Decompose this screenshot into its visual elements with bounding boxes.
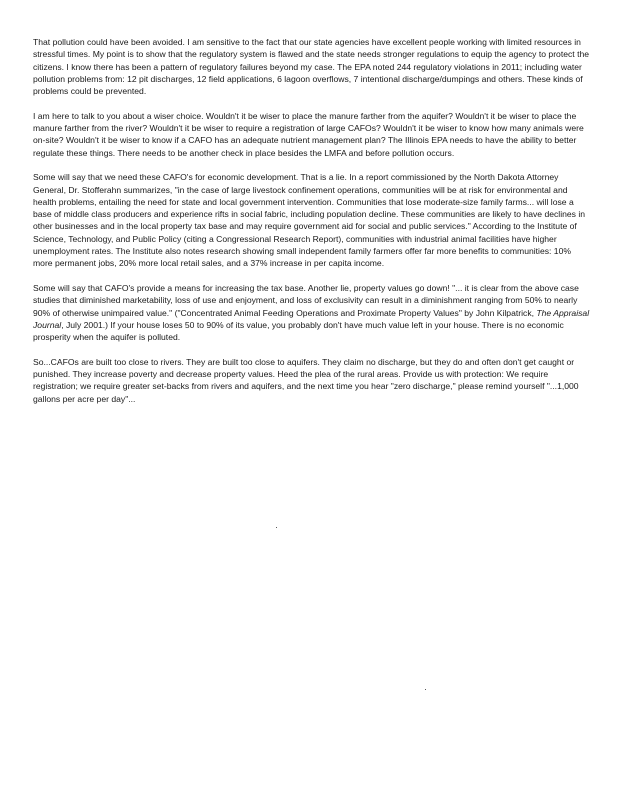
scan-speck bbox=[276, 527, 277, 528]
scan-speck bbox=[425, 689, 426, 690]
paragraph-economic-development: Some will say that we need these CAFO's for economic development. That is a lie. In a report commissioned by the North Dakota Attorney General, Dr. Stofferahn summarizes, "in the case of large livestock confinement operations, communities will be at risk for environmental and health problems, entailing the need for state and local government intervention. Communities that lose moderate-size family farms... will lose a base of middle class producers and experience rifts in social fabric, including population decline. These communities are likely to have declines in other businesses and in the local property tax base and may require government aid for social and public services." According to the Institute of Science, Technology, and Public Policy (citing a Congressional Research Report), communities with industrial animal facilities have higher unemployment rates. The Institute also notes research showing small independent family farmers offer far more benefits to communities: 10% more permanent jobs, 20% more local retail sales, and a 37% increase in per capita income. bbox=[33, 172, 586, 269]
property-values-text-end: , July 2001.) If your house loses 50 to 90% of its value, you probably don't have much value left in your house. There is no economic prosperity when the aquifer is polluted. bbox=[33, 319, 564, 343]
property-values-text-start: Some will say that CAFO's provide a means for increasing the tax base. Another lie, property values go down! "... it is clear from the above case studies that diminished marketability, loss of use and enjoyment, and loss of exclusivity can result in a diminishment ranging from 50% to nearly 90% of otherwise unimpaired value." ("Concentrated Animal Feeding Operations and Proximate Property Values" by John Kilpatrick, bbox=[33, 282, 579, 318]
paragraph-wiser-choice: I am here to talk to you about a wiser choice. Wouldn't it be wiser to place the manure farther from the aquifer? Wouldn't it be wiser to place the manure farther from the river? Wouldn't it be wiser to require a registration of large CAFOs? Wouldn't it be wiser to know how many animals were on-site? Wouldn't it be wiser to know if a CAFO has an adequate nutrient management plan? The Illinois EPA needs to have the ability to better regulate these things. There needs to be another check in place besides the LMFA and before pollution occurs. bbox=[33, 110, 584, 158]
paragraph-property-values bbox=[33, 282, 590, 343]
paragraph-pollution-avoidable: That pollution could have been avoided. I am sensitive to the fact that our state agencies have excellent people working with limited resources in stressful times. My point is to show that the regulatory system is flawed and the state needs stronger regulations to equip the agency to protect the citizens. I know there has been a pattern of regulatory failures beyond my case. The EPA noted 244 regulatory violations in 2011; including water pollution problems from: 12 pit discharges, 12 field applications, 6 lagoon overflows, 7 intentional discharge/dumpings and others. These kinds of problems could be prevented. bbox=[33, 37, 590, 97]
letter-body bbox=[33, 36, 590, 417]
paragraph-conclusion: So...CAFOs are built too close to rivers. They are built too close to aquifers. They claim no discharge, but they do and often don't get caught or punished. They increase poverty and decrease property values. Heed the plea of the rural areas. Provide us with protection: We require registration; we require greater set-backs from rivers and aquifers, and the next time you hear "zero discharge," please remind yourself "...1,000 gallons per acre per day"... bbox=[33, 356, 579, 404]
journal-title: The Appraisal Journal bbox=[33, 307, 590, 330]
